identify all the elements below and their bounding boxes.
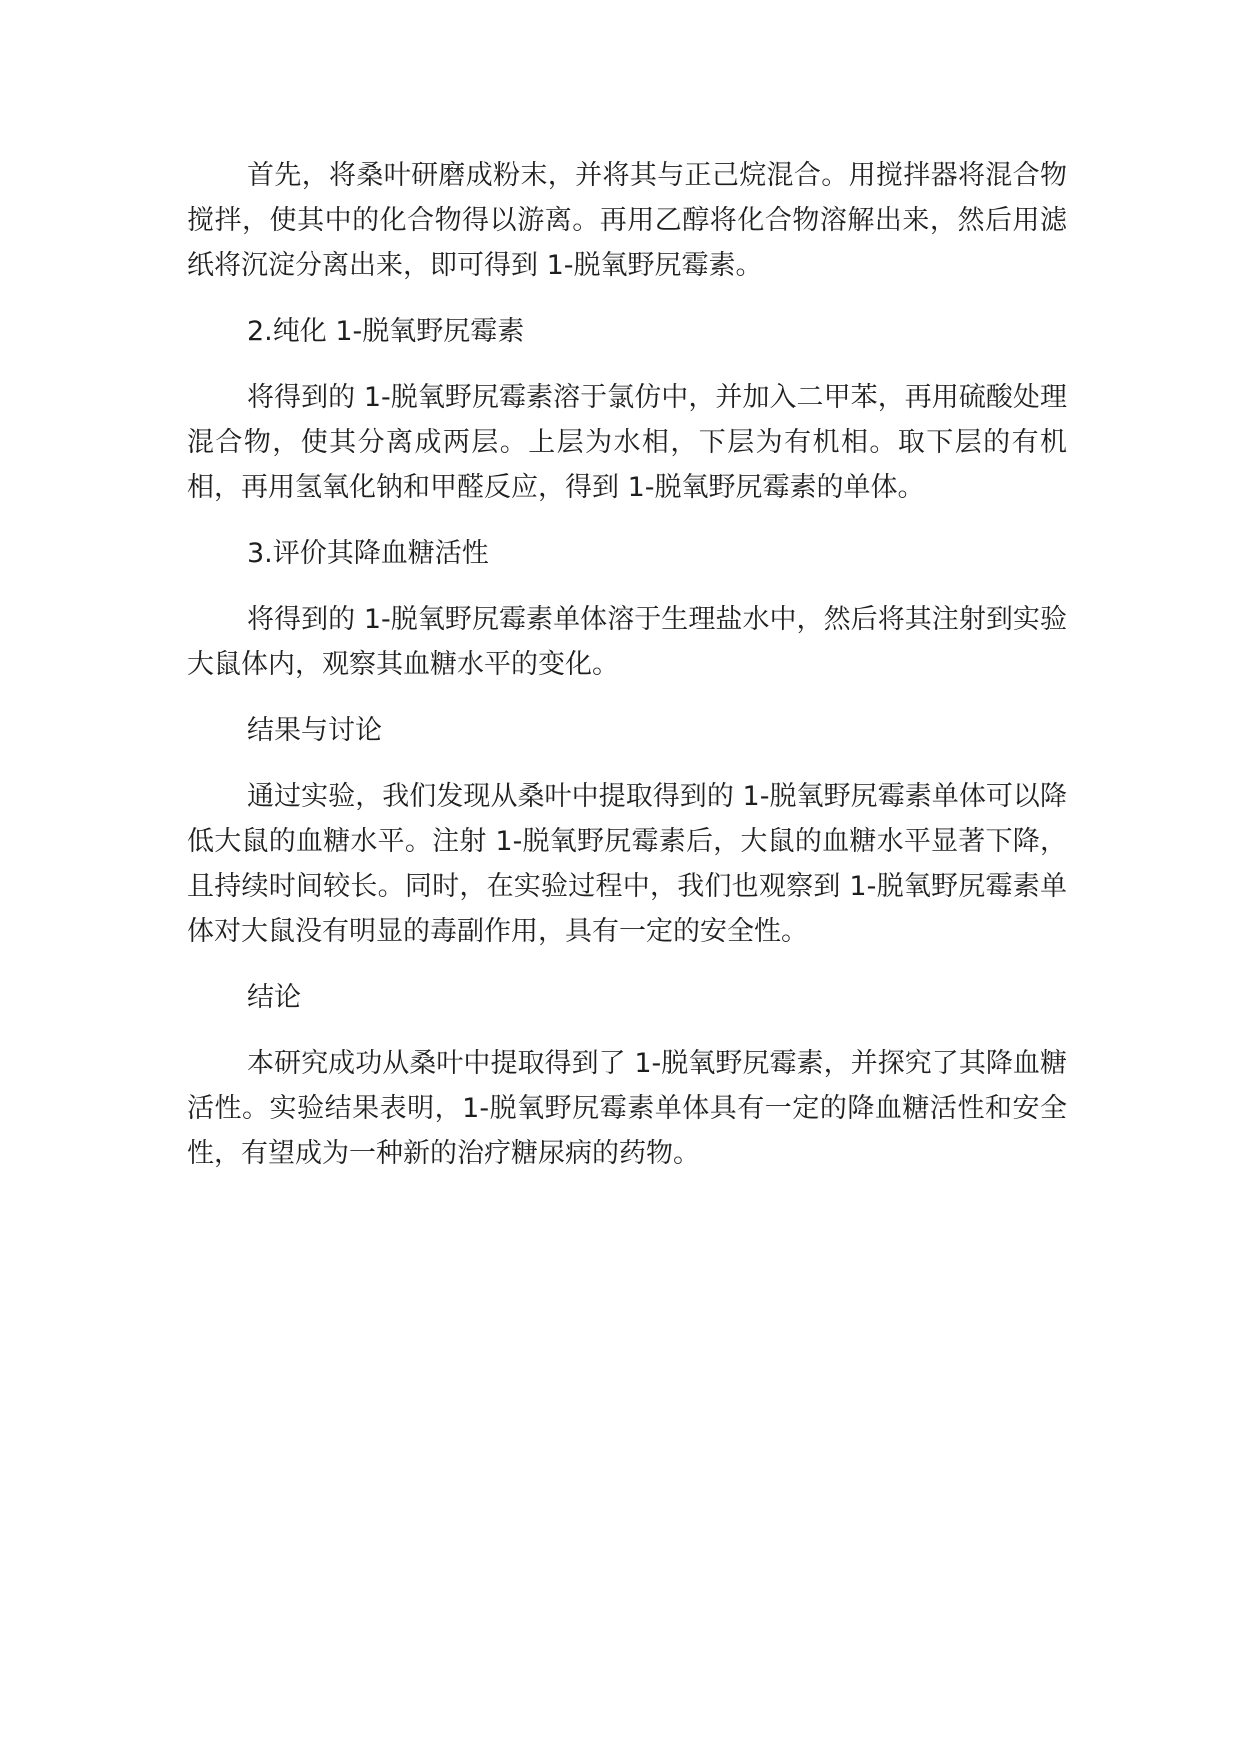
paragraph-purification-method: 将得到的 1-脱氧野尻霉素溶于氯仿中，并加入二甲苯，再用硫酸处理混合物，使其分离成两层。上层为水相，下层为有机相。取下层的有机相，再用氢氧化钠和甲醛反应，得到 1-脱氧野尻霉素的单体。 [187, 382, 1067, 503]
document-body [187, 153, 1067, 1197]
section-heading-results-discussion: 结果与讨论 [247, 715, 382, 746]
section-heading-conclusion: 结论 [247, 982, 301, 1013]
paragraph-evaluation-method: 将得到的 1-脱氧野尻霉素单体溶于生理盐水中，然后将其注射到实验大鼠体内，观察其血糖水平的变化。 [187, 604, 1067, 680]
section-heading-purification: 2.纯化 1-脱氧野尻霉素 [247, 316, 525, 347]
paragraph-results-discussion: 通过实验，我们发现从桑叶中提取得到的 1-脱氧野尻霉素单体可以降低大鼠的血糖水平。注射 1-脱氧野尻霉素后，大鼠的血糖水平显著下降，且持续时间较长。同时，在实验过程中，我们也观察到 1-脱氧野尻霉素单体对大鼠没有明显的毒副作用，具有一定的安全性。 [187, 781, 1067, 947]
paragraph-extraction-method: 首先，将桑叶研磨成粉末，并将其与正己烷混合。用搅拌器将混合物搅拌，使其中的化合物得以游离。再用乙醇将化合物溶解出来，然后用滤纸将沉淀分离出来，即可得到 1-脱氧野尻霉素。 [187, 160, 1067, 281]
paragraph-conclusion: 本研究成功从桑叶中提取得到了 1-脱氧野尻霉素，并探究了其降血糖活性。实验结果表明，1-脱氧野尻霉素单体具有一定的降血糖活性和安全性，有望成为一种新的治疗糖尿病的药物。 [187, 1048, 1067, 1169]
section-heading-evaluation: 3.评价其降血糖活性 [247, 538, 489, 569]
